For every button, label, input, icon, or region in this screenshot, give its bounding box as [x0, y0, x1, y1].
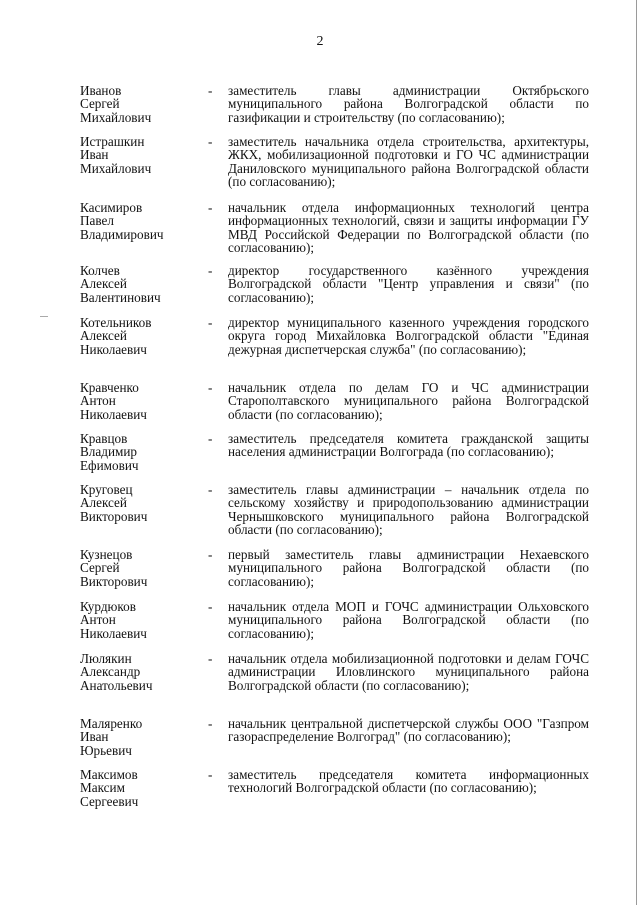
first-name: Сергей — [80, 560, 120, 576]
surname: Круговец — [80, 482, 133, 497]
dash-separator: - — [208, 83, 213, 98]
position-description: начальник отдела по делам ГО и ЧС администрации Старополтавского муниципального района Волгоградской области (по согласованию); — [228, 380, 589, 422]
person-name — [80, 600, 200, 640]
patronymic: Ефимович — [80, 457, 139, 473]
surname: Кравцов — [80, 431, 128, 446]
patronymic: Николаевич — [80, 341, 147, 357]
position-description: заместитель главы администрации – начальник отдела по сельскому хозяйству и природопользованию администрации Чернышковского муниципального района Волгоградской области (по согласованию); — [228, 482, 589, 538]
margin-mark — [40, 316, 48, 317]
first-name: Антон — [80, 612, 116, 628]
first-name: Алексей — [80, 276, 127, 292]
position-description: начальник отдела информационных технологий центра информационных технологий, связи и защиты информации ГУ МВД Российской Федерации по Волгоградской области (по согласованию); — [228, 200, 589, 256]
dash-separator: - — [208, 200, 213, 215]
dash-separator: - — [208, 263, 213, 278]
first-name: Александр — [80, 664, 141, 680]
patronymic: Юрьевич — [80, 742, 132, 758]
first-name: Иван — [80, 729, 109, 745]
person-name — [80, 652, 200, 692]
position-description: директор государственного казённого учреждения Волгоградской области "Центр управления и связи" (по согласованию); — [228, 263, 589, 305]
page-edge — [636, 0, 637, 905]
dash-separator: - — [208, 315, 213, 330]
person-name — [80, 264, 200, 304]
patronymic: Викторович — [80, 573, 148, 589]
position-description: начальник отдела МОП и ГОЧС администрации Ольховского муниципального района Волгоградской области (по согласованию); — [228, 599, 589, 641]
patronymic: Сергеевич — [80, 793, 139, 809]
position-description: начальник отдела мобилизационной подготовки и делам ГОЧС администрации Иловлинского муниципального района Волгоградской области (по согласованию); — [228, 651, 589, 693]
dash-separator: - — [208, 599, 213, 614]
first-name: Павел — [80, 213, 114, 229]
surname: Касимиров — [80, 200, 143, 215]
first-name: Алексей — [80, 495, 127, 511]
person-name — [80, 316, 200, 356]
patronymic: Николаевич — [80, 625, 147, 641]
person-name — [80, 84, 200, 124]
position-description: заместитель главы администрации Октябрьского муниципального района Волгоградской области по газификации и строительству (по согласованию); — [228, 83, 589, 125]
surname: Маляренко — [80, 716, 143, 731]
surname: Курдюков — [80, 599, 136, 614]
first-name: Антон — [80, 393, 116, 409]
surname: Котельников — [80, 315, 152, 330]
surname: Кравченко — [80, 380, 139, 395]
position-description: директор муниципального казенного учреждения городского округа город Михайловка Волгоградской области "Единая дежурная диспетчерская служба" (по согласованию); — [228, 315, 589, 357]
position-description: заместитель начальника отдела строительства, архитектуры, ЖКХ, мобилизационной подготовки и ГО ЧС администрации Даниловского муниципального района Волгоградской области (по согласованию); — [228, 134, 589, 190]
person-name — [80, 432, 200, 472]
person-name — [80, 201, 200, 241]
dash-separator: - — [208, 431, 213, 446]
patronymic: Анатольевич — [80, 677, 153, 693]
first-name: Алексей — [80, 328, 127, 344]
patronymic: Михайлович — [80, 160, 152, 176]
person-name — [80, 717, 200, 757]
patronymic: Викторович — [80, 508, 148, 524]
surname: Колчев — [80, 263, 120, 278]
position-description: заместитель председателя комитета информационных технологий Волгоградской области (по согласованию); — [228, 767, 589, 796]
person-name — [80, 548, 200, 588]
first-name: Сергей — [80, 96, 120, 112]
position-description: начальник центральной диспетчерской службы ООО "Газпром газораспределение Волгоград" (по согласованию); — [228, 716, 589, 745]
dash-separator: - — [208, 767, 213, 782]
person-name — [80, 483, 200, 523]
surname: Люлякин — [80, 651, 132, 666]
dash-separator: - — [208, 716, 213, 731]
dash-separator: - — [208, 547, 213, 562]
patronymic: Михайлович — [80, 109, 152, 125]
position-description: заместитель председателя комитета гражданской защиты населения администрации Волгограда (по согласованию); — [228, 431, 589, 460]
person-name — [80, 381, 200, 421]
first-name: Владимир — [80, 444, 137, 460]
first-name: Максим — [80, 780, 125, 796]
patronymic: Николаевич — [80, 406, 147, 422]
page-number: 2 — [316, 34, 324, 49]
position-description: первый заместитель главы администрации Нехаевского муниципального района Волгоградской области (по согласованию); — [228, 547, 589, 589]
dash-separator: - — [208, 651, 213, 666]
surname: Иванов — [80, 83, 122, 98]
surname: Кузнецов — [80, 547, 133, 562]
person-name — [80, 768, 200, 808]
person-name — [80, 135, 200, 175]
dash-separator: - — [208, 134, 213, 149]
dash-separator: - — [208, 482, 213, 497]
first-name: Иван — [80, 147, 109, 163]
surname: Истрашкин — [80, 134, 145, 149]
dash-separator: - — [208, 380, 213, 395]
patronymic: Владимирович — [80, 226, 164, 242]
surname: Максимов — [80, 767, 138, 782]
patronymic: Валентинович — [80, 289, 161, 305]
